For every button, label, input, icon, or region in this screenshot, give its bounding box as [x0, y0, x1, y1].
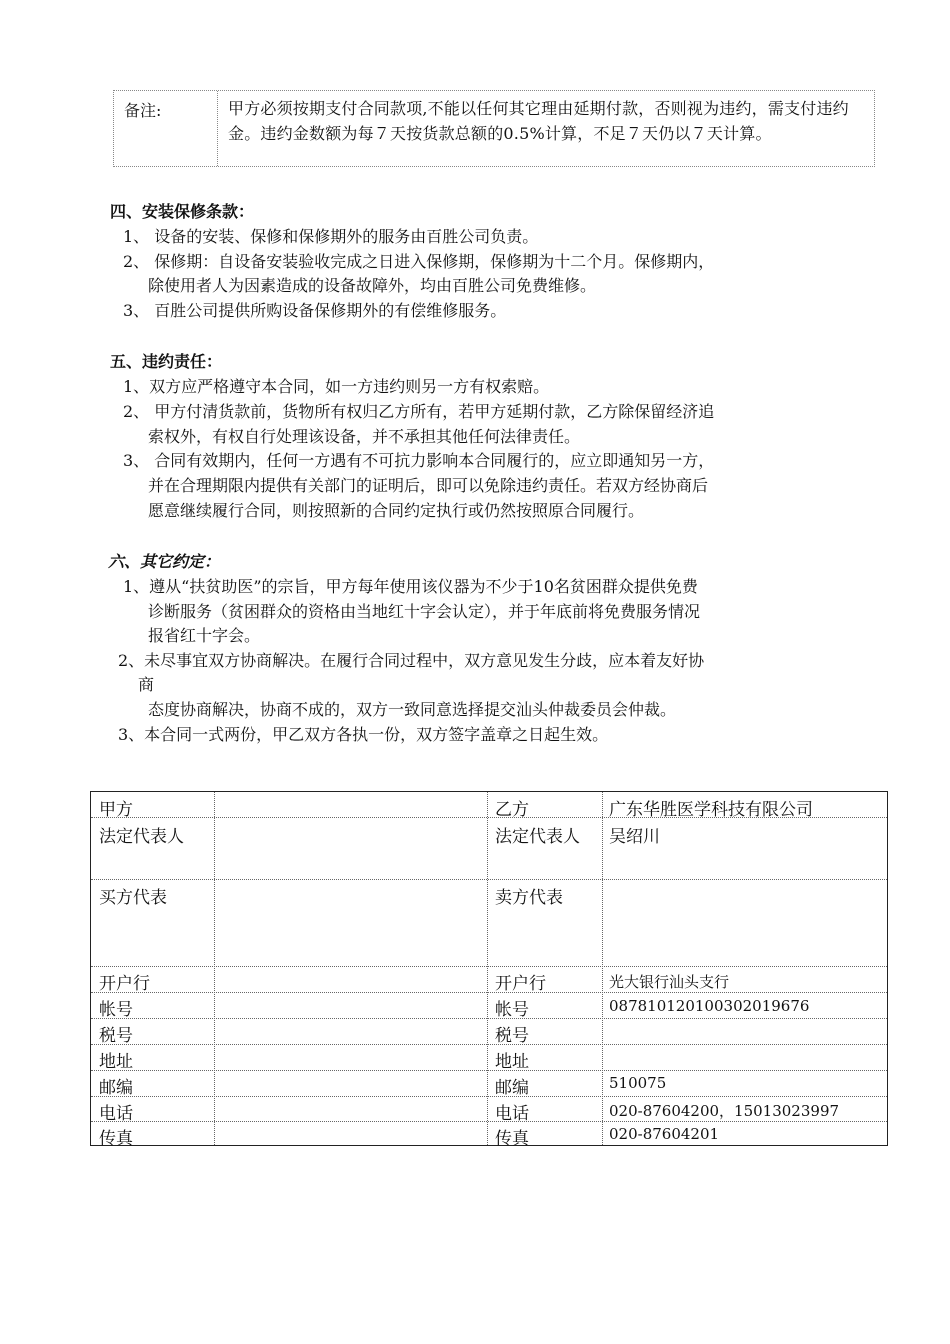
postcode-label-a: 邮编: [99, 1078, 133, 1098]
section6-line-5: 商: [138, 675, 155, 694]
tax-label-b: 税号: [495, 1026, 529, 1046]
signature-table: [90, 791, 888, 1149]
section6-title: 六、其它约定：: [108, 552, 221, 571]
table-row-divider: [91, 1096, 887, 1097]
buyer-rep-label: 买方代表: [99, 888, 167, 908]
phone-b: 020-87604200，15013023997: [609, 1102, 840, 1120]
table-row-divider: [91, 992, 887, 993]
table-row-divider: [91, 966, 887, 967]
postcode-label-b: 邮编: [495, 1078, 529, 1098]
remark-label: 备注:: [124, 101, 162, 120]
section4-line-1: 1、 设备的安装、保修和保修期外的服务由百胜公司负责。: [123, 227, 539, 246]
section4-line-2: 2、 保修期：自设备安装验收完成之日进入保修期，保修期为十二个月。保修期内，: [123, 252, 715, 271]
table-row-divider: [91, 1018, 887, 1019]
account-b: 087810120100302019676: [609, 997, 810, 1015]
fax-b: 020-87604201: [609, 1125, 720, 1143]
phone-label-b: 电话: [495, 1104, 529, 1124]
legal-rep-label-a: 法定代表人: [99, 827, 184, 847]
remark-text: 甲方必须按期支付合同款项,不能以任何其它理由延期付款，否则视为违约，需支付违约金。违约金数额为每７天按货款总额的0.5%计算，不足７天仍以７天计算。: [228, 99, 849, 143]
address-label-a: 地址: [99, 1052, 133, 1072]
fax-label-a: 传真: [99, 1129, 133, 1149]
fax-label-b: 传真: [495, 1129, 529, 1149]
table-col-divider: [602, 792, 603, 1145]
account-label-a: 帐号: [99, 1000, 133, 1020]
party-a-label: 甲方: [99, 800, 133, 820]
section5-line-4: 3、 合同有效期内，任何一方遇有不可抗力影响本合同履行的，应立即通知另一方，: [123, 451, 715, 470]
address-label-b: 地址: [495, 1052, 529, 1072]
section6-line-4: 2、未尽事宜双方协商解决。在履行合同过程中，双方意见发生分歧，应本着友好协: [118, 651, 705, 670]
section5-title: 五、违约责任：: [110, 352, 223, 371]
legal-rep-label-b: 法定代表人: [495, 827, 580, 847]
table-row-divider: [91, 879, 887, 880]
bank-label-b: 开户行: [495, 974, 546, 994]
section6-line-6: 态度协商解决，协商不成的，双方一致同意选择提交汕头仲裁委员会仲裁。: [148, 700, 677, 719]
section6-line-3: 报省红十字会。: [148, 626, 261, 645]
bank-label-a: 开户行: [99, 974, 150, 994]
seller-rep-label: 卖方代表: [495, 888, 563, 908]
remark-divider: [217, 91, 218, 166]
section4-title: 四、安装保修条款：: [110, 202, 255, 221]
section4-line-4: 3、 百胜公司提供所购设备保修期外的有偿维修服务。: [123, 301, 507, 320]
postcode-b: 510075: [609, 1074, 667, 1092]
party-b-label: 乙方: [495, 800, 529, 820]
section4-line-3: 除使用者人为因素造成的设备故障外，均由百胜公司免费维修。: [148, 276, 597, 295]
table-row-divider: [91, 1044, 887, 1045]
table-col-divider: [214, 792, 215, 1145]
section6-line-7: 3、本合同一式两份，甲乙双方各执一份，双方签字盖章之日起生效。: [118, 725, 609, 744]
remark-box: [113, 90, 875, 167]
tax-label-a: 税号: [99, 1026, 133, 1046]
section5-line-2: 2、 甲方付清货款前，货物所有权归乙方所有，若甲方延期付款，乙方除保留经济追: [123, 402, 715, 421]
bank-b: 光大银行汕头支行: [609, 973, 730, 991]
table-row-divider: [91, 1070, 887, 1071]
section6-line-2: 诊断服务（贫困群众的资格由当地红十字会认定），并于年底前将免费服务情况: [148, 602, 701, 621]
party-b-name: 广东华胜医学科技有限公司: [609, 800, 813, 820]
legal-rep-b: 吴绍川: [609, 827, 660, 847]
section5-line-5: 并在合理期限内提供有关部门的证明后，即可以免除违约责任。若双方经协商后: [148, 476, 709, 495]
section5-line-6: 愿意继续履行合同，则按照新的合同约定执行或仍然按照原合同履行。: [148, 501, 645, 520]
table-col-divider: [487, 792, 488, 1145]
table-row-divider: [91, 1121, 887, 1122]
account-label-b: 帐号: [495, 1000, 529, 1020]
phone-label-a: 电话: [99, 1104, 133, 1124]
section5-line-1: 1、双方应严格遵守本合同，如一方违约则另一方有权索赔。: [123, 377, 550, 396]
section6-line-1: 1、遵从“扶贫助医”的宗旨，甲方每年使用该仪器为不少于10名贫困群众提供免费: [123, 577, 698, 596]
section5-line-3: 索权外，有权自行处理该设备，并不承担其他任何法律责任。: [148, 427, 581, 446]
